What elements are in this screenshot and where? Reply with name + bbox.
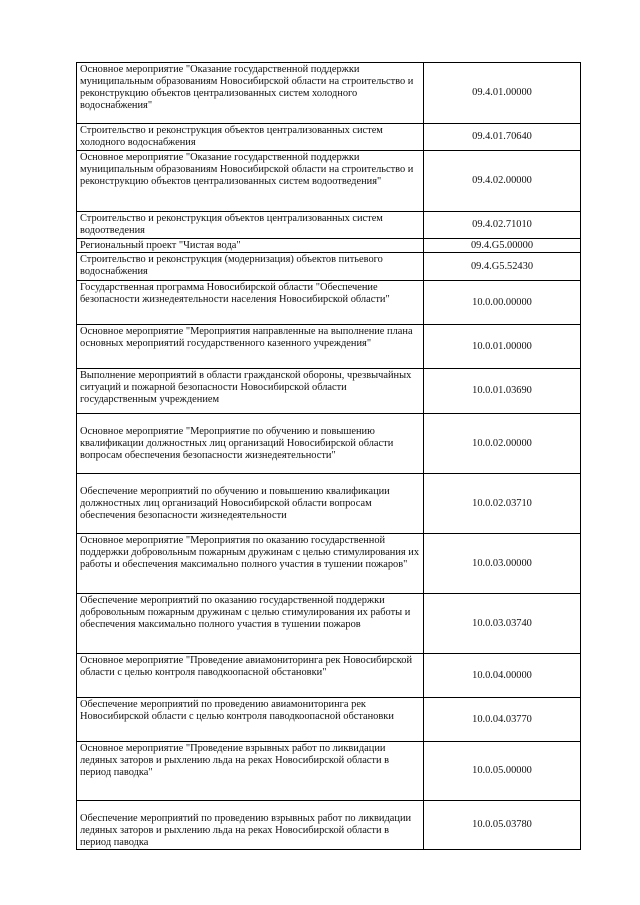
- row-name-cell: Региональный проект "Чистая вода": [77, 239, 424, 253]
- row-name-cell: Основное мероприятие "Мероприятие по обучению и повышению квалификации должностных лиц организаций Новосибирской области вопросам обеспечения безопасности жизнедеятельности": [77, 414, 424, 474]
- table-row: [77, 654, 581, 698]
- table-row: [77, 239, 581, 253]
- row-code-cell: 10.0.04.00000: [424, 654, 581, 698]
- row-code-cell: 09.4.G5.00000: [424, 239, 581, 253]
- row-name-cell: Основное мероприятие "Мероприятия направленные на выполнение плана основных мероприятий государственного казенного учреждения": [77, 325, 424, 369]
- table-row: [77, 698, 581, 742]
- row-code-cell: 10.0.02.03710: [424, 474, 581, 534]
- row-name-cell: Основное мероприятие "Оказание государственной поддержки муниципальным образованиям Новосибирской области на строительство и реконструкцию объектов централизованных систем водоотведения": [77, 151, 424, 212]
- table-row: [77, 801, 581, 850]
- row-name-cell: Обеспечение мероприятий по обучению и повышению квалификации должностных лиц организаций Новосибирской области вопросам обеспечения безопасности жизнедеятельности: [77, 474, 424, 534]
- row-code-cell: 10.0.03.00000: [424, 534, 581, 594]
- row-code-cell: 10.0.04.03770: [424, 698, 581, 742]
- table-row: [77, 325, 581, 369]
- table-row: [77, 63, 581, 124]
- table-row: [77, 369, 581, 414]
- row-name-cell: Обеспечение мероприятий по проведению авиамониторинга рек Новосибирской области с целью контроля паводкоопасной обстановки: [77, 698, 424, 742]
- table-row: [77, 414, 581, 474]
- row-name-cell: Строительство и реконструкция (модернизация) объектов питьевого водоснабжения: [77, 253, 424, 281]
- row-code-cell: 10.0.02.00000: [424, 414, 581, 474]
- row-code-cell: 10.0.01.03690: [424, 369, 581, 414]
- row-code-cell: 09.4.02.00000: [424, 151, 581, 212]
- table-row: [77, 281, 581, 325]
- table-row: [77, 124, 581, 151]
- row-code-cell: 09.4.G5.52430: [424, 253, 581, 281]
- row-code-cell: 10.0.03.03740: [424, 594, 581, 654]
- row-code-cell: 10.0.05.03780: [424, 801, 581, 850]
- table-row: [77, 474, 581, 534]
- row-name-cell: Основное мероприятие "Мероприятия по оказанию государственной поддержки добровольным пожарным дружинам с целью стимулирования их работы и обеспечения максимально полного участия в тушении пожаров": [77, 534, 424, 594]
- row-name-cell: Обеспечение мероприятий по оказанию государственной поддержки добровольным пожарным дружинам с целью стимулирования их работы и обеспечения максимально полного участия в тушении пожаров: [77, 594, 424, 654]
- table-row: [77, 534, 581, 594]
- row-code-cell: 09.4.01.00000: [424, 63, 581, 124]
- table-row: [77, 742, 581, 801]
- row-name-cell: Основное мероприятие "Проведение авиамониторинга рек Новосибирской области с целью контроля паводкоопасной обстановки": [77, 654, 424, 698]
- row-name-cell: Выполнение мероприятий в области гражданской обороны, чрезвычайных ситуаций и пожарной безопасности Новосибирской области государственным учреждением: [77, 369, 424, 414]
- budget-classification-table: [76, 62, 581, 850]
- table-row: [77, 594, 581, 654]
- row-name-cell: Государственная программа Новосибирской области "Обеспечение безопасности жизнедеятельности населения Новосибирской области": [77, 281, 424, 325]
- row-name-cell: Обеспечение мероприятий по проведению взрывных работ по ликвидации ледяных заторов и рыхлению льда на реках Новосибирской области в период паводка: [77, 801, 424, 850]
- row-code-cell: 10.0.01.00000: [424, 325, 581, 369]
- table-row: [77, 151, 581, 212]
- row-code-cell: 09.4.02.71010: [424, 212, 581, 239]
- row-code-cell: 10.0.05.00000: [424, 742, 581, 801]
- row-name-cell: Основное мероприятие "Проведение взрывных работ по ликвидации ледяных заторов и рыхлению льда на реках Новосибирской области в период паводка": [77, 742, 424, 801]
- row-name-cell: Основное мероприятие "Оказание государственной поддержки муниципальным образованиям Новосибирской области на строительство и реконструкцию объектов централизованных систем холодного водоснабжения": [77, 63, 424, 124]
- row-name-cell: Строительство и реконструкция объектов централизованных систем холодного водоснабжения: [77, 124, 424, 151]
- row-code-cell: 10.0.00.00000: [424, 281, 581, 325]
- row-code-cell: 09.4.01.70640: [424, 124, 581, 151]
- table-body: [77, 63, 581, 850]
- table-row: [77, 253, 581, 281]
- table-row: [77, 212, 581, 239]
- row-name-cell: Строительство и реконструкция объектов централизованных систем водоотведения: [77, 212, 424, 239]
